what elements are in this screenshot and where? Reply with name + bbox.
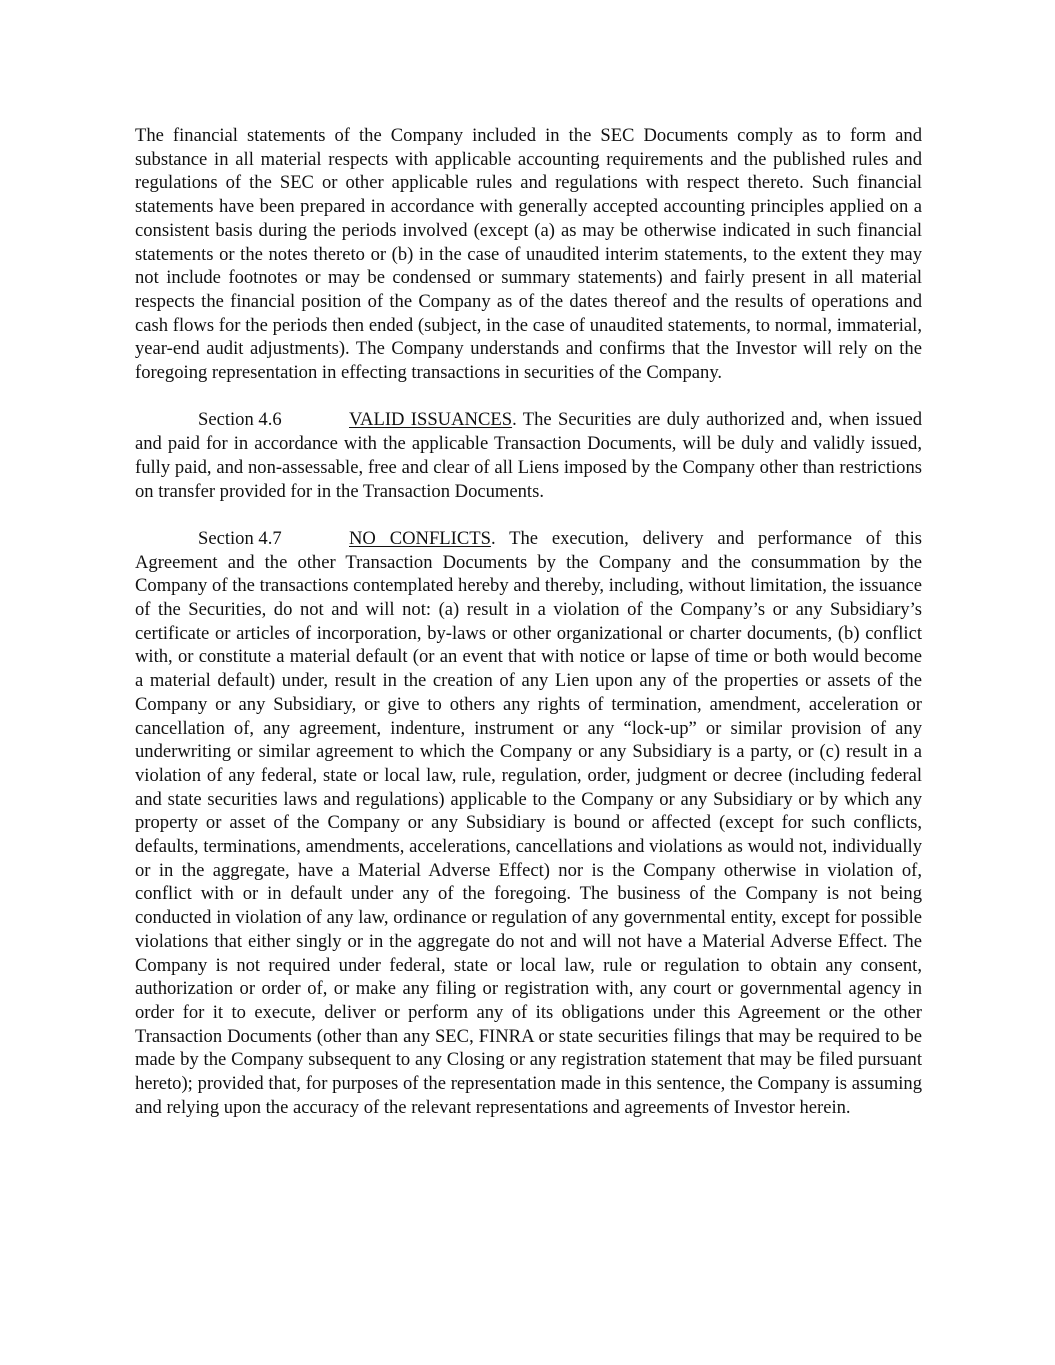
document-page — [135, 124, 922, 1120]
financial-statements-paragraph: The financial statements of the Company included in the SEC Documents comply as to form and substance in all material respects with applicable accounting requirements and the published rules and regulations of the SEC or other applicable rules and regulations with respect thereto. Such financial statements have been prepared in accordance with generally accepted accounting principles applied on a consistent basis during the periods involved (except (a) as may be otherwise indicated in such financial statements or the notes thereto or (b) in the case of unaudited interim statements, to the extent they may not include footnotes or may be condensed or summary statements) and fairly present in all material respects the financial position of the Company as of the dates thereof and the results of operations and cash flows for the periods then ended (subject, in the case of unaudited statements, to normal, immaterial, year-end audit adjustments). The Company understands and confirms that the Investor will rely on the foregoing representation in effecting transactions in securities of the Company. — [135, 125, 922, 384]
section-4-7-body: . The execution, delivery and performance of this Agreement and the other Transaction Documents by the Company and the consummation by the Company of the transactions contemplated hereby and thereby, including, without limitation, the issuance of the Securities, do not and will not: (a) result in a violation of the Company’s or any Subsidiary’s certificate or articles of incorporation, by-laws or other organizational or charter documents, (b) conflict with, or constitute a material default (or an event that with notice or lapse of time or both would become a material default) under, result in the creation of any Lien upon any of the properties or assets of the Company or any Subsidiary, or give to others any rights of termination, amendment, acceleration or cancellation of, any agreement, indenture, instrument or any “lock-up” or similar provision of any underwriting or similar agreement to which the Company or any Subsidiary is a party, or (c) result in a violation of any federal, state or local law, rule, regulation, order, judgment or decree (including federal and state securities laws and regulations) applicable to the Company or any Subsidiary or by which any property or asset of the Company or any Subsidiary is bound or affected (except for such conflicts, defaults, terminations, amendments, accelerations, cancellations and violations as would not, individually or in the aggregate, have a Material Adverse Effect) nor is the Company otherwise in violation of, conflict with or in default under any of the foregoing. The business of the Company is not being conducted in violation of any law, ordinance or regulation of any governmental entity, except for possible violations that either singly or in the aggregate do not and will not have a Material Adverse Effect. The Company is not required under federal, state or local law, rule or regulation to obtain any consent, authorization or order of, or make any filing or registration with, any court or governmental agency in order for it to execute, deliver or perform any of its obligations under this Agreement or the other Transaction Documents (other than any SEC, FINRA or state securities filings that may be required to be made by the Company subsequent to any Closing or any registration statement that may be filed pursuant hereto); provided that, for purposes of the representation made in this sentence, the Company is assuming and relying upon the accuracy of the relevant representations and agreements of Investor herein. — [135, 527, 922, 1118]
section-4-6-number: Section 4.6 — [198, 409, 282, 431]
section-4-7-heading: NO CONFLICTS — [349, 527, 491, 549]
section-4-7-paragraph — [135, 527, 922, 1120]
section-4-6-heading: VALID ISSUANCES — [349, 409, 513, 431]
section-4-6-paragraph — [135, 408, 922, 503]
section-4-6-body: . The Securities are duly authorized and, when issued and paid for in accordance with the applicable Transaction Documents, will be duly and validly issued, fully paid, and non-assessable, free and clear of all Liens imposed by the Company other than restrictions on transfer provided for in the Transaction Documents. — [135, 409, 922, 502]
section-4-7-number: Section 4.7 — [198, 527, 282, 549]
